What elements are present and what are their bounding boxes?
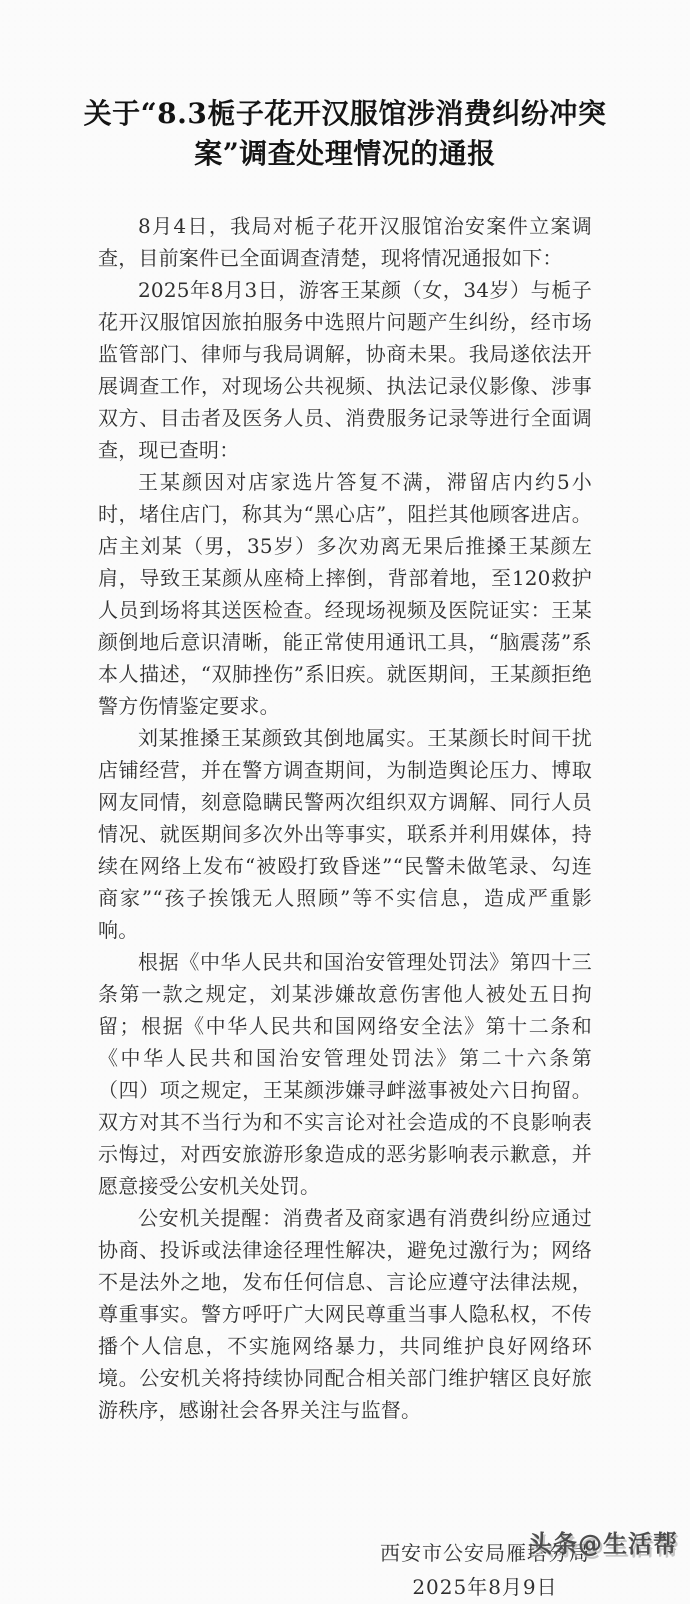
- toutiao-watermark: 头条@生活帮: [528, 1530, 678, 1558]
- document-body: [98, 210, 592, 1426]
- title-line-2: 案”调查处理情况的通报: [194, 137, 496, 170]
- document-title: [0, 0, 690, 174]
- title-line-1: 关于“8.3栀子花开汉服馆涉消费纠纷冲突: [83, 97, 607, 130]
- paragraph-findings: 王某颜因对店家选片答复不满，滞留店内约5小时，堵住店门，称其为“黑心店”，阻拦其他顾客进店。店主刘某（男，35岁）多次劝离无果后推搡王某颜左肩，导致王某颜从座椅上摔倒，背部着地，至120救护人员到场将其送医检查。经现场视频及医院证实：王某颜倒地后意识清晰，能正常使用通讯工具，“脑震荡”系本人描述，“双肺挫伤”系旧疾。就医期间，王某颜拒绝警方伤情鉴定要求。: [98, 470, 592, 718]
- paragraph-false-information: 刘某推搡王某颜致其倒地属实。王某颜长时间干扰店铺经营，并在警方调查期间，为制造舆论压力、博取网友同情，刻意隐瞒民警两次组织双方调解、同行人员情况、就医期间多次外出等事实，联系并利用媒体，持续在网络上发布“被殴打致昏迷”“民警未做笔录、勾连商家”“孩子挨饿无人照顾”等不实信息，造成严重影响。: [98, 726, 592, 942]
- paragraph-incident-background: 2025年8月3日，游客王某颜（女，34岁）与栀子花开汉服馆因旅拍服务中选照片问题产生纠纷，经市场监管部门、律师与我局调解，协商未果。我局遂依法开展调查工作，对现场公共视频、执法记录仪影像、涉事双方、目击者及医务人员、消费服务记录等进行全面调查，现已查明：: [98, 278, 592, 462]
- issue-date: 2025年8月9日: [412, 1575, 558, 1599]
- issuing-authority: 西安市公安局雁塔分局: [380, 1541, 590, 1565]
- paragraph-intro: 8月4日，我局对栀子花开汉服馆治安案件立案调查，目前案件已全面调查清楚，现将情况通报如下：: [98, 214, 592, 270]
- paragraph-police-reminder: 公安机关提醒：消费者及商家遇有消费纠纷应通过协商、投诉或法律途径理性解决，避免过激行为；网络不是法外之地，发布任何信息、言论应遵守法律法规，尊重事实。警方呼吁广大网民尊重当事人隐私权，不传播个人信息，不实施网络暴力，共同维护良好网络环境。公安机关将持续协同配合相关部门维护辖区良好旅游秩序，感谢社会各界关注与监督。: [98, 1206, 592, 1422]
- paragraph-penalties: 根据《中华人民共和国治安管理处罚法》第四十三条第一款之规定，刘某涉嫌故意伤害他人被处五日拘留；根据《中华人民共和国网络安全法》第十二条和《中华人民共和国治安管理处罚法》第二十六条第（四）项之规定，王某颜涉嫌寻衅滋事被处六日拘留。双方对其不当行为和不实言论对社会造成的不良影响表示悔过，对西安旅游形象造成的恶劣影响表示歉意，并愿意接受公安机关处罚。: [98, 950, 592, 1198]
